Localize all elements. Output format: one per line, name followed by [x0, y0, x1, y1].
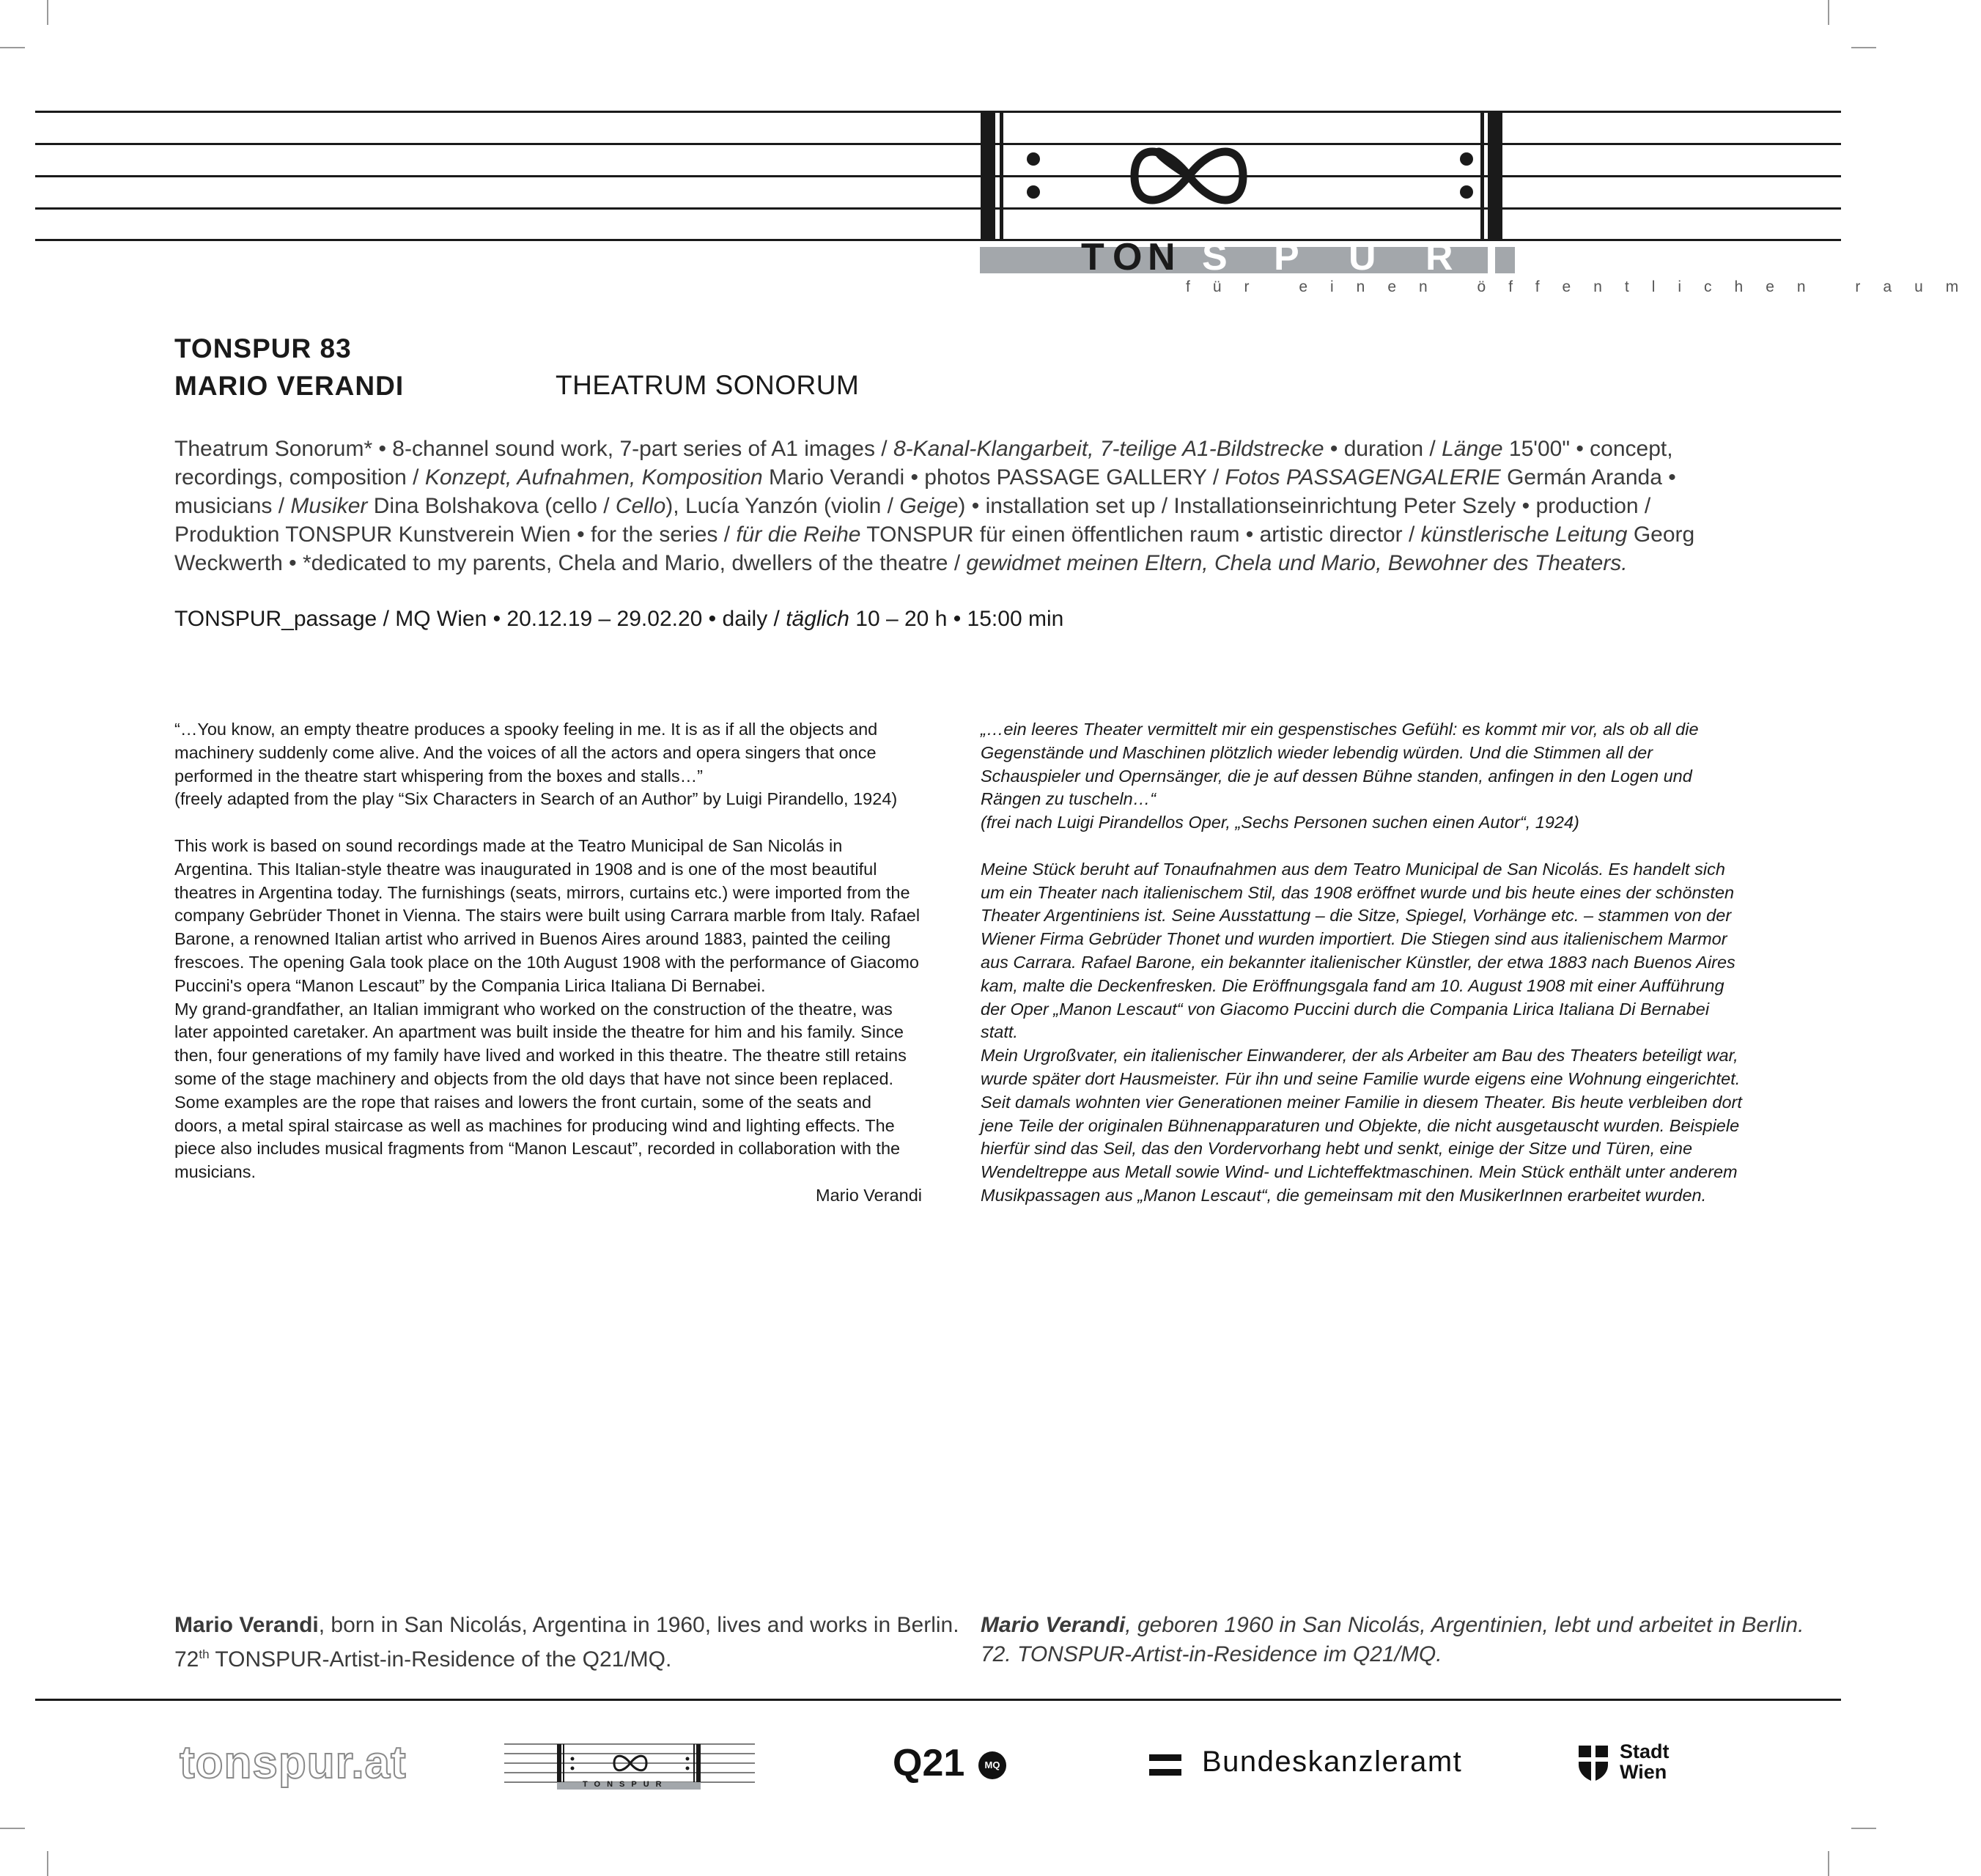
logo-letter: O: [1113, 236, 1143, 278]
german-quote-source: (frei nach Luigi Pirandellos Oper, „Sechs Personen suchen einen Autor“, 1924): [981, 813, 1579, 832]
english-text-column: [174, 718, 922, 1208]
q21-logo-text: Q21: [893, 1742, 965, 1784]
artist-name: MARIO VERANDI: [174, 371, 405, 401]
german-paragraph: Mein Urgroßvater, ein italienischer Einwanderer, der als Arbeiter am Bau des Theaters beteiligt war, wurde später dort Hausmeister. Für ihn und seine Familie wurde eigens eine Wohnung eingerichtet. Seit damals wohnten vier Generationen meiner Familie in diesem Theater. Bis heute verbleiben dort jene Teile der originalen Bühnenapparaturen und Objekte, die nicht ausgetauscht wurden. Beispiele hierfür sind das Seil, das den Vordervorhang hebt und senkt, einige der Sitze und Türen, eine Wendeltreppe aus Metall sowie Wind- und Lichteffektmaschinen. Mein Stück enthält unter anderem Musikpassagen aus „Manon Lescaut“, die gemeinsam mit den MusikerInnen erarbeitet wurden.: [981, 1046, 1742, 1205]
venue-dates: TONSPUR_passage / MQ Wien • 20.12.19 – 29.02.20 • daily / täglich 10 – 20 h • 15:00 min: [174, 607, 1064, 631]
crop-mark: [0, 47, 25, 48]
repeat-sign-logo-icon: [975, 110, 1524, 242]
credits-paragraph: Theatrum Sonorum* • 8-channel sound work, 7-part series of A1 images / 8-Kanal-Klangarbeit, 7-teilige A1-Bildstrecke • duration / Länge 15'00" • concept, recordings, composition / Konzept, Aufnahmen, Komposition Mario Verandi • photos PASSAGE GALLERY / Fotos PASSAGENGALERIE Germán Aranda • musicians / Musiker Dina Bolshakova (cello / Cello), Lucía Yanzón (violin / Geige) • installation set up / Installationseinrichtung Peter Szely • production / Produktion TONSPUR Kunstverein Wien • for the series / für die Reihe TONSPUR für einen öffentlichen raum • artistic director / künstlerische Leitung Georg Weckwerth • *dedicated to my parents, Chela and Mario, dwellers of the theatre / gewidmet meinen Eltern, Chela und Mario, Bewohner des Theaters.: [174, 437, 1695, 575]
german-quote: „…ein leeres Theater vermittelt mir ein gespenstisches Gefühl: es kommt mir vor, als ob all die Gegenstände und Maschinen plötzlich wieder lebendig würden. Und die Stimmen all der Schauspieler und Opernsänger, die je auf dessen Bühne standen, anfingen in den Logen und Rängen zu tuscheln…“: [981, 720, 1699, 809]
mini-logo-text: TONSPUR: [583, 1780, 668, 1789]
logo-letter: N: [1148, 236, 1176, 278]
stadt-wien-text: Stadt Wien: [1620, 1740, 1670, 1783]
crop-mark: [1851, 47, 1876, 48]
german-paragraph: Meine Stück beruht auf Tonaufnahmen aus dem Teatro Municipal de San Nicolás. Es handelt sich um ein Theater nach italienischem Stil, das 1908 eröffnet wurde und bis heute eines der schönsten Theater Argentiniens ist. Seine Ausstattung – die Sitze, Spiegel, Vorhänge etc. – stammen von der Wiener Firma Gebrüder Thonet und wurden importiert. Die Stiegen sind aus italienischem Marmor aus Carrara. Rafael Barone, ein bekannter italienischer Künstler, der etwa 1883 nach Buenos Aires kam, malte die Deckenfresken. Die Eröffnungsgala fand am 10. August 1908 mit einer Aufführung der Oper „Manon Lescaut“ von Giacomo Puccini durch die Compania Lirica Italiana Di Bernabei statt.: [981, 859, 1735, 1042]
staff-line: [35, 175, 1841, 177]
staff-line: [35, 143, 1841, 145]
english-quote: “…You know, an empty theatre produces a spooky feeling in me. It is as if all the objects and machinery suddenly come alive. And the voices of all the actors and opera singers that once performed in the theatre start whispering from the boxes and stalls…”: [174, 720, 878, 786]
german-text-column: [981, 718, 1743, 1208]
staff-line: [35, 111, 1841, 113]
crop-mark: [47, 0, 48, 25]
crop-mark: [47, 1851, 48, 1876]
work-title: THEATRUM SONORUM: [556, 370, 860, 400]
crop-mark: [1851, 1828, 1876, 1829]
logo-letter: U: [1349, 236, 1376, 278]
tonspur-number: TONSPUR 83: [174, 333, 352, 363]
footer-divider: [35, 1699, 1841, 1701]
crop-mark: [0, 1828, 25, 1829]
author-signature: Mario Verandi: [816, 1185, 922, 1205]
tonspur-website-link[interactable]: tonspur.at: [180, 1737, 407, 1788]
english-quote-source: (freely adapted from the play “Six Characters in Search of an Author” by Luigi Pirandello, 1924): [174, 789, 898, 809]
logo-letter: P: [1274, 236, 1299, 278]
english-paragraph: My grand-grandfather, an Italian immigrant who worked on the construction of the theatre, was later appointed caretaker. An apartment was built inside the theatre for him and his family. Since then, four generations of my family have lived and worked in this theatre. The theatre still retains some of the stage machinery and objects from the old days that have not since been replaced. Some examples are the rope that raises and lowers the front curtain, some of the seats and doors, a metal spiral staircase as well as machines for producing wind and lighting effects. The piece also includes musical fragments from “Manon Lescaut”, recorded in collaboration with the musicians.: [174, 999, 907, 1182]
logo-letter: S: [1202, 236, 1228, 278]
austria-flag-icon: [1149, 1754, 1181, 1761]
artist-bio-german: Mario Verandi, geboren 1960 in San Nicolás, Argentinien, lebt und arbeitet in Berlin. 72. TONSPUR-Artist-in-Residence im Q21/MQ.: [981, 1613, 1804, 1666]
vienna-shield-icon: [1577, 1744, 1609, 1782]
crop-mark: [1828, 0, 1829, 25]
staff-line: [35, 207, 1841, 210]
logo-letter: T: [1081, 236, 1104, 278]
artist-bio-english: Mario Verandi, born in San Nicolás, Argentina in 1960, lives and works in Berlin. 72th TONSPUR-Artist-in-Residence of the Q21/MQ.: [174, 1613, 959, 1672]
logo-letter: R: [1425, 236, 1453, 278]
logo-tagline: für einen öffentlichen raum: [1186, 278, 1981, 295]
austria-flag-icon: [1149, 1769, 1181, 1776]
bundeskanzleramt-text: Bundeskanzleramt: [1202, 1746, 1463, 1778]
english-paragraph: This work is based on sound recordings made at the Teatro Municipal de San Nicolás in Argentina. This Italian-style theatre was inaugurated in 1908 and is one of the most beautiful theatres in Argentina today. The furnishings (seats, mirrors, curtains etc.) were imported from the company Gebrüder Thonet in Vienna. The stairs were built using Carrara marble from Italy. Rafael Barone, a renowned Italian artist who arrived in Buenos Aires around 1883, painted the ceiling frescoes. The opening Gala took place on the 10th August 1908 with the performance of Giacomo Puccini's opera “Manon Lescaut” by the Compania Lirica Italiana Di Bernabei.: [174, 835, 921, 995]
staff-line: [35, 239, 1841, 241]
logo-end-bar: [1488, 247, 1495, 273]
mq-badge: MQ: [978, 1751, 1006, 1779]
crop-mark: [1828, 1851, 1829, 1876]
